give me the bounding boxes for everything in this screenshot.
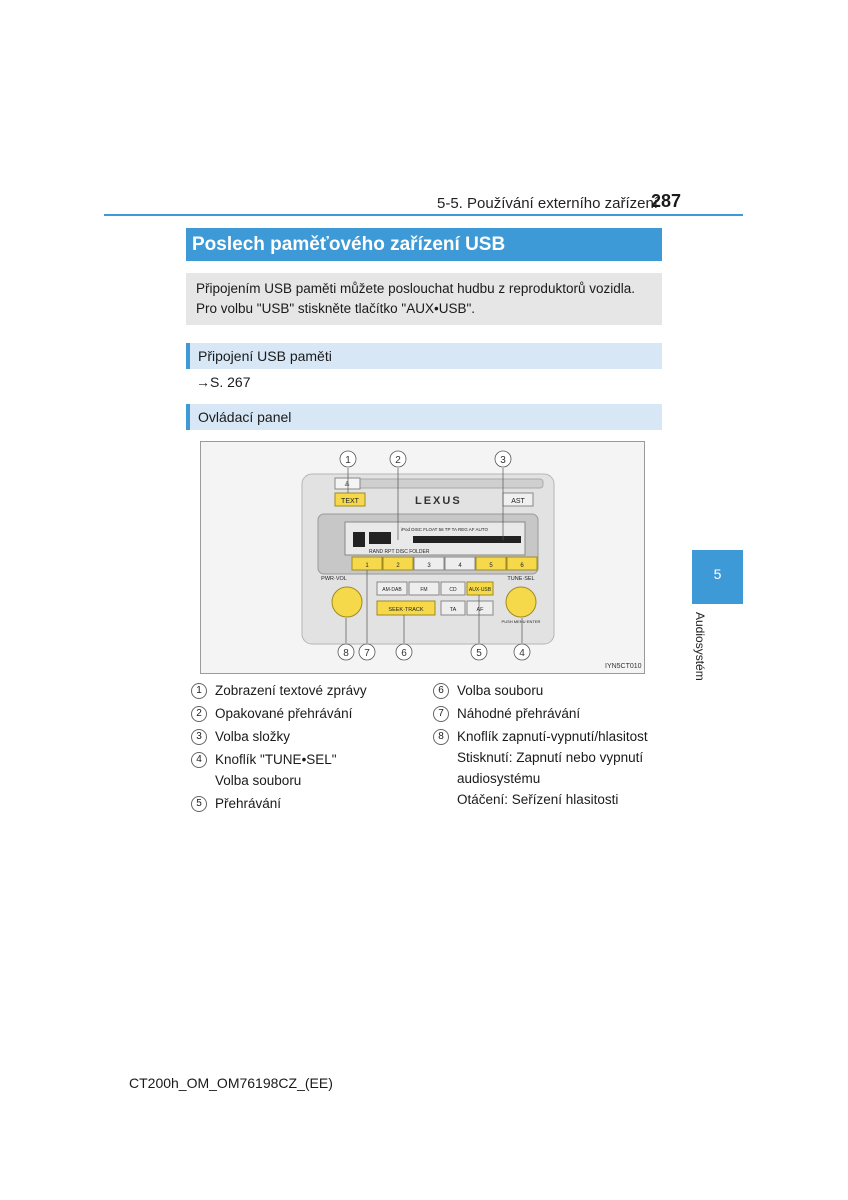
control-panel-figure: [200, 441, 645, 674]
intro-line-1: Připojením USB paměti můžete poslouchat hudbu z reproduktorů vozidla.: [196, 281, 635, 296]
ast-label: AST: [511, 498, 525, 505]
legend-item-4: [191, 749, 337, 791]
preset-label-5: 5: [489, 563, 493, 569]
chapter-label: Audiosystém: [693, 612, 707, 681]
legend-text: Knoflík zapnutí-vypnutí/hlasitost: [457, 729, 648, 744]
legend-item-1: [191, 680, 367, 701]
preset-row: [352, 557, 537, 570]
callout-label-6: 6: [401, 648, 407, 659]
am-dab-label: AM·DAB: [382, 587, 402, 593]
legend-item-2: [191, 703, 352, 724]
legend-item-5: [191, 793, 281, 814]
page-reference: →S. 267: [196, 374, 251, 390]
legend-text: Volba souboru: [215, 773, 302, 788]
intro-box: [186, 273, 662, 325]
legend-number: 8: [433, 729, 449, 745]
preset-label-6: 6: [520, 563, 524, 569]
header-rule: [104, 214, 743, 216]
control-panel-diagram: [201, 442, 644, 673]
aux-usb-label: AUX·USB: [468, 587, 492, 593]
page-title: Poslech paměťového zařízení USB: [186, 228, 662, 261]
legend-text: Stisknutí: Zapnutí nebo vypnutí: [457, 750, 644, 765]
legend-item-8: [433, 726, 648, 810]
af-label: AF: [476, 607, 484, 613]
legend-number: 3: [191, 729, 207, 745]
legend-item-6: [433, 680, 543, 701]
push-menu-label: PUSH MENU·ENTER: [501, 619, 541, 624]
figure-code: IYN5CT010: [605, 663, 642, 670]
chapter-tab: 5: [692, 550, 743, 604]
preset-label-2: 2: [396, 563, 400, 569]
legend-item-7: [433, 703, 580, 724]
brand-label: LEXUS: [415, 495, 462, 507]
callout-label-2: 2: [395, 455, 401, 466]
preset-label-4: 4: [458, 563, 462, 569]
legend-number: 7: [433, 706, 449, 722]
preset-label-3: 3: [427, 563, 431, 569]
legend-text: Zobrazení textové zprávy: [215, 683, 367, 698]
page-number: 287: [651, 191, 682, 211]
text-button-label: TEXT: [341, 498, 359, 505]
callout-label-5: 5: [476, 648, 482, 659]
fm-label: FM: [420, 587, 428, 593]
callout-label-3: 3: [500, 455, 506, 466]
cd-slot: [338, 479, 543, 488]
legend-text: Přehrávání: [215, 796, 282, 811]
legend-text: Náhodné přehrávání: [457, 706, 581, 721]
callout-label-1: 1: [345, 455, 351, 466]
legend-number: 5: [191, 796, 207, 812]
pwr-vol-knob: [332, 587, 362, 617]
legend-text: Volba složky: [215, 729, 291, 744]
eject-label: ≜: [344, 482, 350, 489]
section-header: 5-5. Používání externího zařízení: [437, 195, 658, 212]
cd-label: CD: [449, 587, 457, 593]
legend-text: audiosystému: [457, 771, 541, 786]
legend-text: Knoflík "TUNE•SEL": [215, 752, 337, 767]
subsection-control-panel: Ovládací panel: [186, 404, 662, 430]
ta-label: TA: [449, 607, 457, 613]
footer-code: CT200h_OM_OM76198CZ_(EE): [129, 1075, 333, 1091]
pwr-vol-label: PWR·VOL: [321, 576, 347, 582]
legend-text: Otáčení: Seřízení hlasitosti: [457, 792, 619, 807]
callout-label-4: 4: [519, 648, 525, 659]
legend-text: Volba souboru: [457, 683, 544, 698]
display-top-indicators: iPod DISC FLOAT 56 TP TA REG AF AUTO: [401, 527, 488, 532]
subsection-usb-connection: Připojení USB paměti: [186, 343, 662, 369]
preset-label-1: 1: [365, 563, 369, 569]
tune-sel-knob: [506, 587, 536, 617]
legend-number: 2: [191, 706, 207, 722]
legend-number: 6: [433, 683, 449, 699]
intro-line-2: Pro volbu "USB" stiskněte tlačítko "AUX•USB".: [196, 301, 475, 316]
legend-text: Opakované přehrávání: [215, 706, 353, 721]
legend-number: 1: [191, 683, 207, 699]
display-bottom-indicators: RAND RPT DISC FOLDER: [369, 549, 430, 555]
callout-label-8: 8: [343, 648, 349, 659]
legend-item-3: [191, 726, 290, 747]
callout-label-7: 7: [364, 648, 370, 659]
legend-number: 4: [191, 752, 207, 768]
seek-track-label: SEEK·TRACK: [388, 607, 424, 613]
tune-sel-label: TUNE·SEL: [507, 576, 535, 582]
